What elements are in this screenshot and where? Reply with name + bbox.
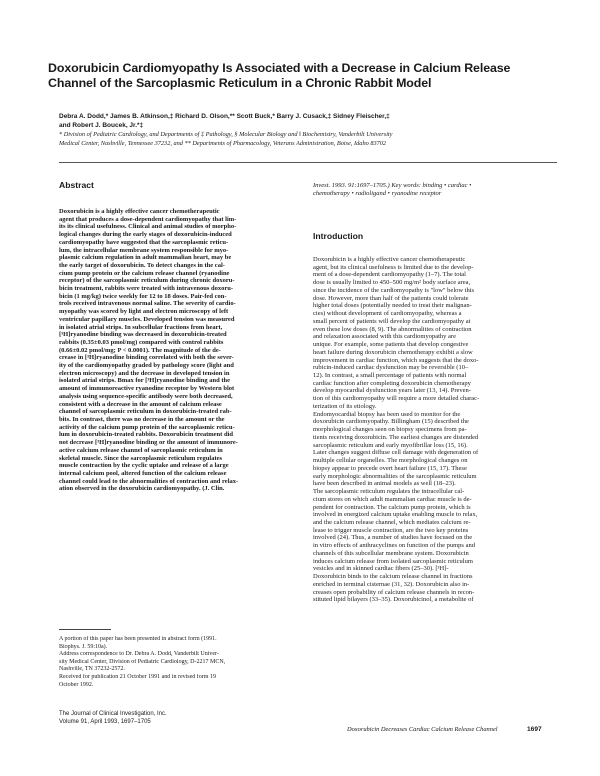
author-line: Debra A. Dodd,* James B. Atkinson,‡ Richard D. Olson,** Scott Buck,* Barry J. Cusack,‡ Sidney Fleischer,‡	[59, 113, 390, 120]
introduction-line: higher total doses (potentially needed to treat their malignan-	[313, 302, 472, 310]
journal-citation	[59, 710, 297, 726]
running-title: Doxorubicin Decreases Cardiac Calcium Release Channel	[347, 726, 498, 733]
introduction-line: doxorubicin cardiomyopathy. Billingham (15) described the	[313, 418, 469, 426]
footnote-line: A portion of this paper has been presented in abstract form (1991.	[59, 636, 217, 642]
abstract-line: trols received intravenous normal saline. The severity of cardio-	[59, 300, 236, 308]
title-line: Channel of the Sarcoplasmic Reticulum in a Chronic Rabbit Model	[48, 76, 432, 90]
abstract-line: bits. In contrast, there was no decrease in the amount or the	[59, 415, 225, 423]
introduction-line: multiple cellular organelles. The morphological changes on	[313, 457, 468, 465]
abstract-line: not decrease [³H]ryanodine binding or the amount of immunore-	[59, 439, 238, 447]
abstract-line: muscle contraction by the cyclic uptake and release of a large	[59, 462, 229, 470]
footnote-line: Nashville, TN 37232-2572.	[59, 666, 125, 673]
keywords-block	[313, 182, 563, 198]
introduction-line: improvement in cardiac function, which suggests that the doxo-	[313, 356, 479, 364]
footnotes	[59, 636, 297, 689]
abstract-line: analysis using sequence-specific antibody were both decreased,	[59, 392, 233, 400]
journal-line: Volume 91, April 1993, 1697–1705	[59, 719, 151, 725]
introduction-line: The sarcoplasmic reticulum regulates the intracellular cal-	[313, 488, 465, 496]
introduction-line: Endomyocardial biopsy has been used to monitor for the	[313, 410, 461, 418]
affiliations	[59, 131, 559, 148]
footnote-divider	[59, 629, 111, 630]
abstract-line: ity of the cardiomyopathy graded by pathology score (light and	[59, 362, 234, 370]
introduction-line: rubicin-induced cardiac dysfunction may be reversible (10–	[313, 364, 469, 372]
abstract-line: bicin (1 mg/kg) twice weekly for 12 to 18 doses. Pair-fed con-	[59, 292, 227, 300]
introduction-line: agent, but its clinical usefulness is limited due to the develop-	[313, 263, 474, 271]
author-list	[59, 113, 559, 130]
abstract-line: ation observed in the doxorubicin cardiomyopathy. (J. Clin.	[59, 485, 225, 493]
introduction-line: sarcoplasmic reticulum and early myofibrillar loss (15, 16).	[313, 441, 468, 449]
introduction-line: enriched in terminal cisternae (31, 32). Doxorubicin also in-	[313, 580, 470, 588]
author-line: and Robert J. Boucek, Jr.*‡	[59, 121, 144, 129]
introduction-line: small percent of patients will develop the cardiomyopathy at	[313, 317, 471, 325]
abstract-line: amount of immunoreactive ryanodine receptor by Western blot	[59, 385, 235, 393]
affiliation-line: Medical Center, Nashville, Tennessee 37232, and ** Departments of Pharmacology, Veterans Administration, Boise, Idaho 83702	[59, 139, 387, 147]
introduction-line: and the calcium release channel, which mediates calcium re-	[313, 518, 471, 526]
affiliation-line: * Division of Pediatric Cardiology, and Departments of ‡ Pathology, § Molecular Biology and ‖ Biochemistry, Vanderbilt University	[59, 131, 393, 138]
introduction-line: in vitro effects of anthracyclines on function of the pumps and	[313, 542, 475, 550]
introduction-line: Doxorubicin is a highly effective cancer chemotherapeutic	[313, 256, 466, 263]
abstract-line: isolated atrial strips. Bmax for [³H]ryanodine binding and the	[59, 377, 231, 385]
introduction-line: pendent for contraction. The calcium pump protein, which is	[313, 503, 471, 511]
abstract-line: skeletal muscle. Since the sarcoplasmic reticulum regulates	[59, 454, 223, 462]
abstract-line: its its clinical usefulness. Clinical and animal studies of morpho-	[59, 223, 237, 231]
abstract-line: agent that produces a dose-dependent cardiomyopathy that lim-	[59, 215, 237, 223]
introduction-line: Later changes suggest diffuse cell damage with degeneration of	[313, 449, 479, 457]
introduction-line: unique. For example, some patients that develop congestive	[313, 341, 469, 349]
abstract-line: logical changes during the early stages of doxorubicin-induced	[59, 231, 232, 239]
introduction-line: tients receiving doxorubicin. The earliest changes are distended	[313, 433, 479, 441]
header-divider	[59, 162, 557, 163]
introduction-line: and relaxation associated with this cardiomyopathy are	[313, 333, 456, 341]
journal-line: The Journal of Clinical Investigation, Inc.	[59, 711, 167, 717]
introduction-line: tion of this cardiomyopathy will require a more detailed charac-	[313, 395, 480, 403]
introduction-line: Doxorubicin binds to the calcium release channel in fractions	[313, 573, 473, 581]
abstract-line: active calcium release channel of sarcoplasmic reticulum in	[59, 446, 223, 454]
introduction-line: terization of its etiology.	[313, 402, 377, 410]
introduction-line: morphological changes seen on biopsy specimens from pa-	[313, 426, 467, 434]
title-line: Doxorubicin Cardiomyopathy Is Associated with a Decrease in Calcium Release	[48, 61, 511, 75]
introduction-line: dose. However, more than half of the patients could tolerate	[313, 294, 469, 302]
abstract-line: bicin treatment, rabbits were treated with intravenous doxoru-	[59, 285, 234, 293]
abstract-line: receptor) of the sarcoplasmic reticulum during chronic doxoru-	[59, 277, 235, 285]
footnote-line: Biophys. J. 59:10a).	[59, 643, 108, 650]
abstract-line: electron microscopy) and the decrease in developed tension in	[59, 369, 230, 377]
abstract-body	[59, 208, 299, 493]
introduction-line: cies) without development of cardiomyopathy, whereas a	[313, 310, 462, 318]
introduction-heading: Introduction	[313, 231, 364, 241]
footnote-line: Received for publication 21 October 1991 and in revised form 19	[59, 673, 216, 680]
paper-title	[48, 61, 568, 91]
abstract-line: myopathy was scored by light and electron microscopy of left	[59, 308, 229, 316]
introduction-body	[313, 256, 561, 604]
introduction-line: early morphologic abnormalities of the sarcoplasmic reticulum	[313, 472, 477, 480]
keywords-line: chemotherapy • radioligand • ryanodine receptor	[313, 190, 442, 197]
abstract-line: channel could lead to the abnormalities of contraction and relax-	[59, 477, 239, 485]
abstract-heading: Abstract	[59, 180, 94, 190]
introduction-line: biopsy appear to precede overt heart failure (15, 17). These	[313, 464, 467, 472]
introduction-line: stituted lipid bilayers (33–35). Doxorubicinol, a metabolite of	[313, 596, 474, 604]
abstract-line: channel of sarcoplasmic reticulum in doxorubicin-treated rab-	[59, 408, 232, 416]
introduction-line: channels of this subcellular membrane system. Doxorubicin	[313, 549, 469, 557]
abstract-line: cium pump protein or the calcium release channel (ryanodine	[59, 269, 230, 277]
abstract-line: lum in doxorubicin-treated rabbits. Doxorubicin treatment did	[59, 431, 234, 439]
introduction-line: have been described in animal models as well (18–23).	[313, 480, 456, 488]
introduction-line: lease to trigger muscle contraction, are the two key proteins	[313, 526, 469, 534]
abstract-line: crease in [³H]ryanodine binding correlated with both the sever-	[59, 354, 234, 362]
abstract-line: Doxorubicin is a highly effective cancer chemotherapeutic	[59, 208, 220, 215]
abstract-line: plasmic calcium regulation in adult mammalian heart, may be	[59, 254, 232, 262]
introduction-line: 12). In contrast, a small percentage of patients with normal	[313, 372, 467, 380]
abstract-line: cardiomyopathy have suggested that the sarcoplasmic reticu-	[59, 238, 229, 246]
footnote-line: October 1992.	[59, 681, 94, 688]
keywords-line: Invest. 1993. 91:1697–1705.) Key words: binding • cardiac •	[313, 182, 472, 189]
introduction-line: induces calcium release from isolated sarcoplasmic reticulum	[313, 557, 473, 565]
abstract-line: (0.66±0.02 pmol/mg; P < 0.0001). The magnitude of the de-	[59, 346, 221, 354]
abstract-line: rabbits (0.35±0.03 pmol/mg) compared with control rabbits	[59, 338, 224, 346]
abstract-line: internal calcium pool, altered function of the calcium release	[59, 469, 227, 477]
abstract-line: in isolated atrial strips. In subcellular fractions from heart,	[59, 323, 223, 331]
abstract-line: consistent with a decrease in the amount of calcium release	[59, 400, 222, 408]
introduction-line: involved (24). Thus, a number of studies have focused on the	[313, 534, 473, 542]
footnote-line: sity Medical Center, Division of Pediatric Cardiology, D-2217 MCN,	[59, 658, 226, 665]
introduction-line: ment of a dose-dependent cardiomyopathy (1–7). The total	[313, 271, 466, 279]
introduction-line: cium stores on which adult mammalian cardiac muscle is de-	[313, 495, 472, 503]
abstract-line: [³H]ryanodine binding was decreased in doxorubicin-treated	[59, 331, 227, 339]
introduction-line: cardiac function after completing doxorubicin chemotherapy	[313, 379, 471, 387]
page-number: 1697	[527, 726, 542, 733]
introduction-line: involved in energized calcium uptake enabling muscle to relax,	[313, 511, 478, 519]
introduction-line: creases open probability of calcium release channels in recon-	[313, 588, 475, 596]
introduction-line: vesicles and in skinned cardiac fibers (25–30). [³H]-	[313, 565, 449, 573]
introduction-line: even these low doses (8, 9). The abnormalities of contraction	[313, 325, 472, 333]
abstract-line: ventricular papillary muscles. Developed tension was measured	[59, 315, 235, 323]
abstract-line: lum, the intracellular membrane system responsible for myo-	[59, 246, 229, 254]
introduction-line: since the incidence of the cardiomyopathy is "low" below this	[313, 286, 475, 294]
introduction-line: heart failure during doxorubicin chemotherapy exhibit a slow	[313, 348, 473, 356]
introduction-line: dose is usually limited to 450–500 mg/m² body surface area,	[313, 279, 471, 287]
introduction-line: develop myocardial dysfunction years later (13, 14). Preven-	[313, 387, 471, 395]
abstract-line: activity of the calcium pump protein of the sarcoplasmic reticu-	[59, 423, 235, 431]
footnote-line: Address correspondence to Dr. Debra A. Dodd, Vanderbilt Univer-	[59, 651, 219, 658]
abstract-line: the early target of doxorubicin. To detect changes in the cal-	[59, 261, 225, 269]
